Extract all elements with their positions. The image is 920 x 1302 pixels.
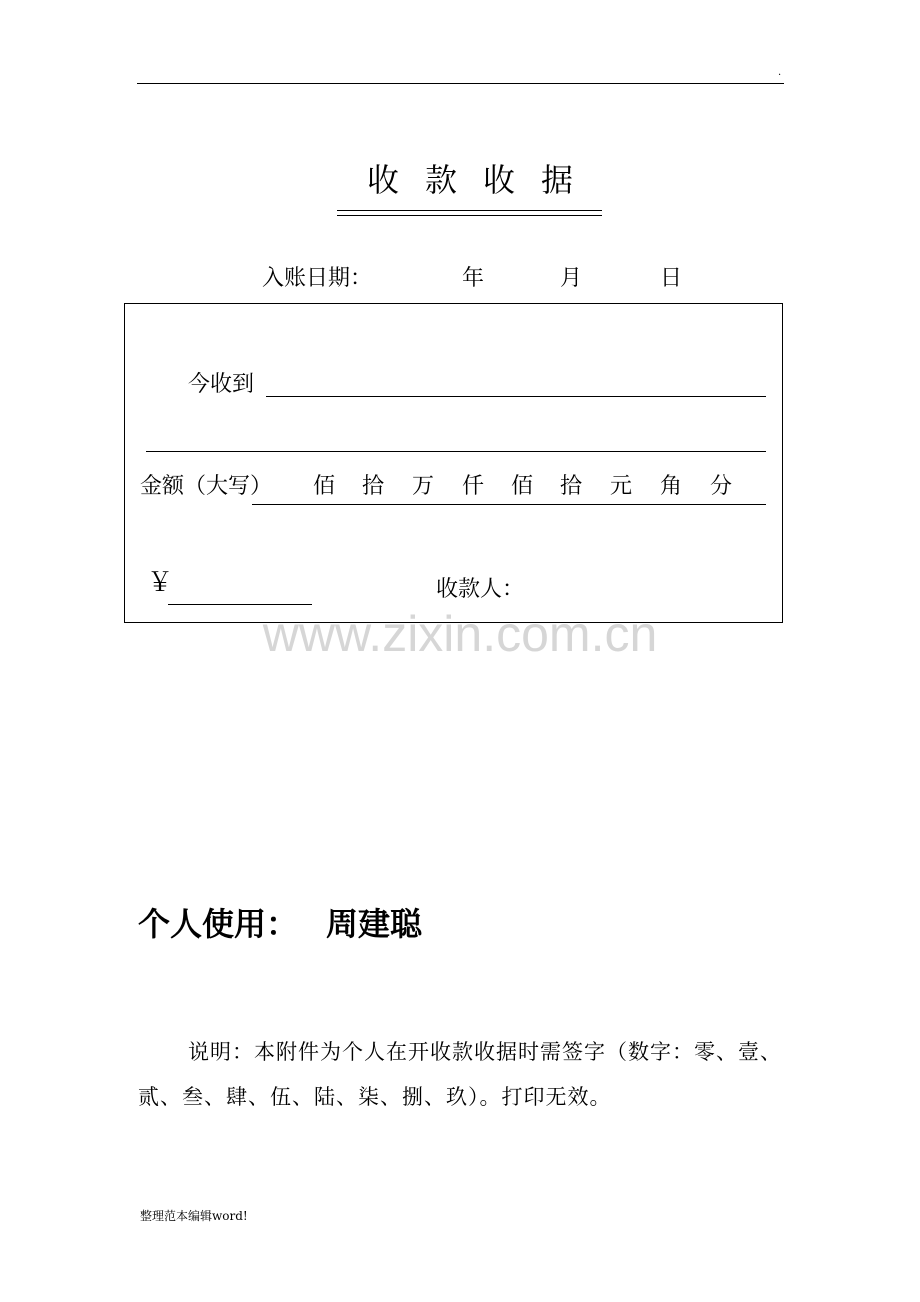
amount-unit-jiao: 角 [660,474,683,499]
personal-use-line [138,902,422,946]
amount-unit-qian: 仟 [462,474,485,499]
amount-line [252,504,766,505]
note-paragraph: 说明：本附件为个人在开收款收据时需签字（数字：零、壹、贰、叁、肆、伍、陆、柒、捌、玖）。打印无效。 [138,1040,782,1109]
personal-name: 周建聪 [326,905,423,943]
amount-unit-shi-2: 拾 [560,474,583,499]
amount-unit-yuan: 元 [610,474,633,499]
header-dot: . [778,67,782,78]
amount-unit-fen: 分 [710,474,733,499]
received-from-label: 今收到 [188,372,255,397]
yen-symbol: ￥ [147,568,174,598]
title-underline-bottom [337,215,602,216]
payee-label: 收款人： [436,577,525,602]
amount-unit-wan: 万 [412,474,435,499]
date-day-label: 日 [660,266,683,291]
amount-unit-bai: 佰 [313,474,336,499]
receipt-title: 收款收据 [366,161,599,199]
footer-text: 整理范本编辑word! [140,1209,248,1223]
watermark: www.zixin.com.cn [262,606,658,662]
date-year-label: 年 [462,266,485,291]
amount-unit-bai-2: 佰 [511,474,534,499]
date-label: 入账日期： [262,266,373,291]
amount-label: 金额（大写） [140,474,273,499]
amount-unit-shi: 拾 [362,474,385,499]
title-underline-top [337,210,602,211]
received-from-line [266,396,766,397]
header-rule [137,83,784,84]
received-from-line-2 [146,451,766,452]
personal-use-label: 个人使用： [138,905,299,943]
date-month-label: 月 [560,266,583,291]
